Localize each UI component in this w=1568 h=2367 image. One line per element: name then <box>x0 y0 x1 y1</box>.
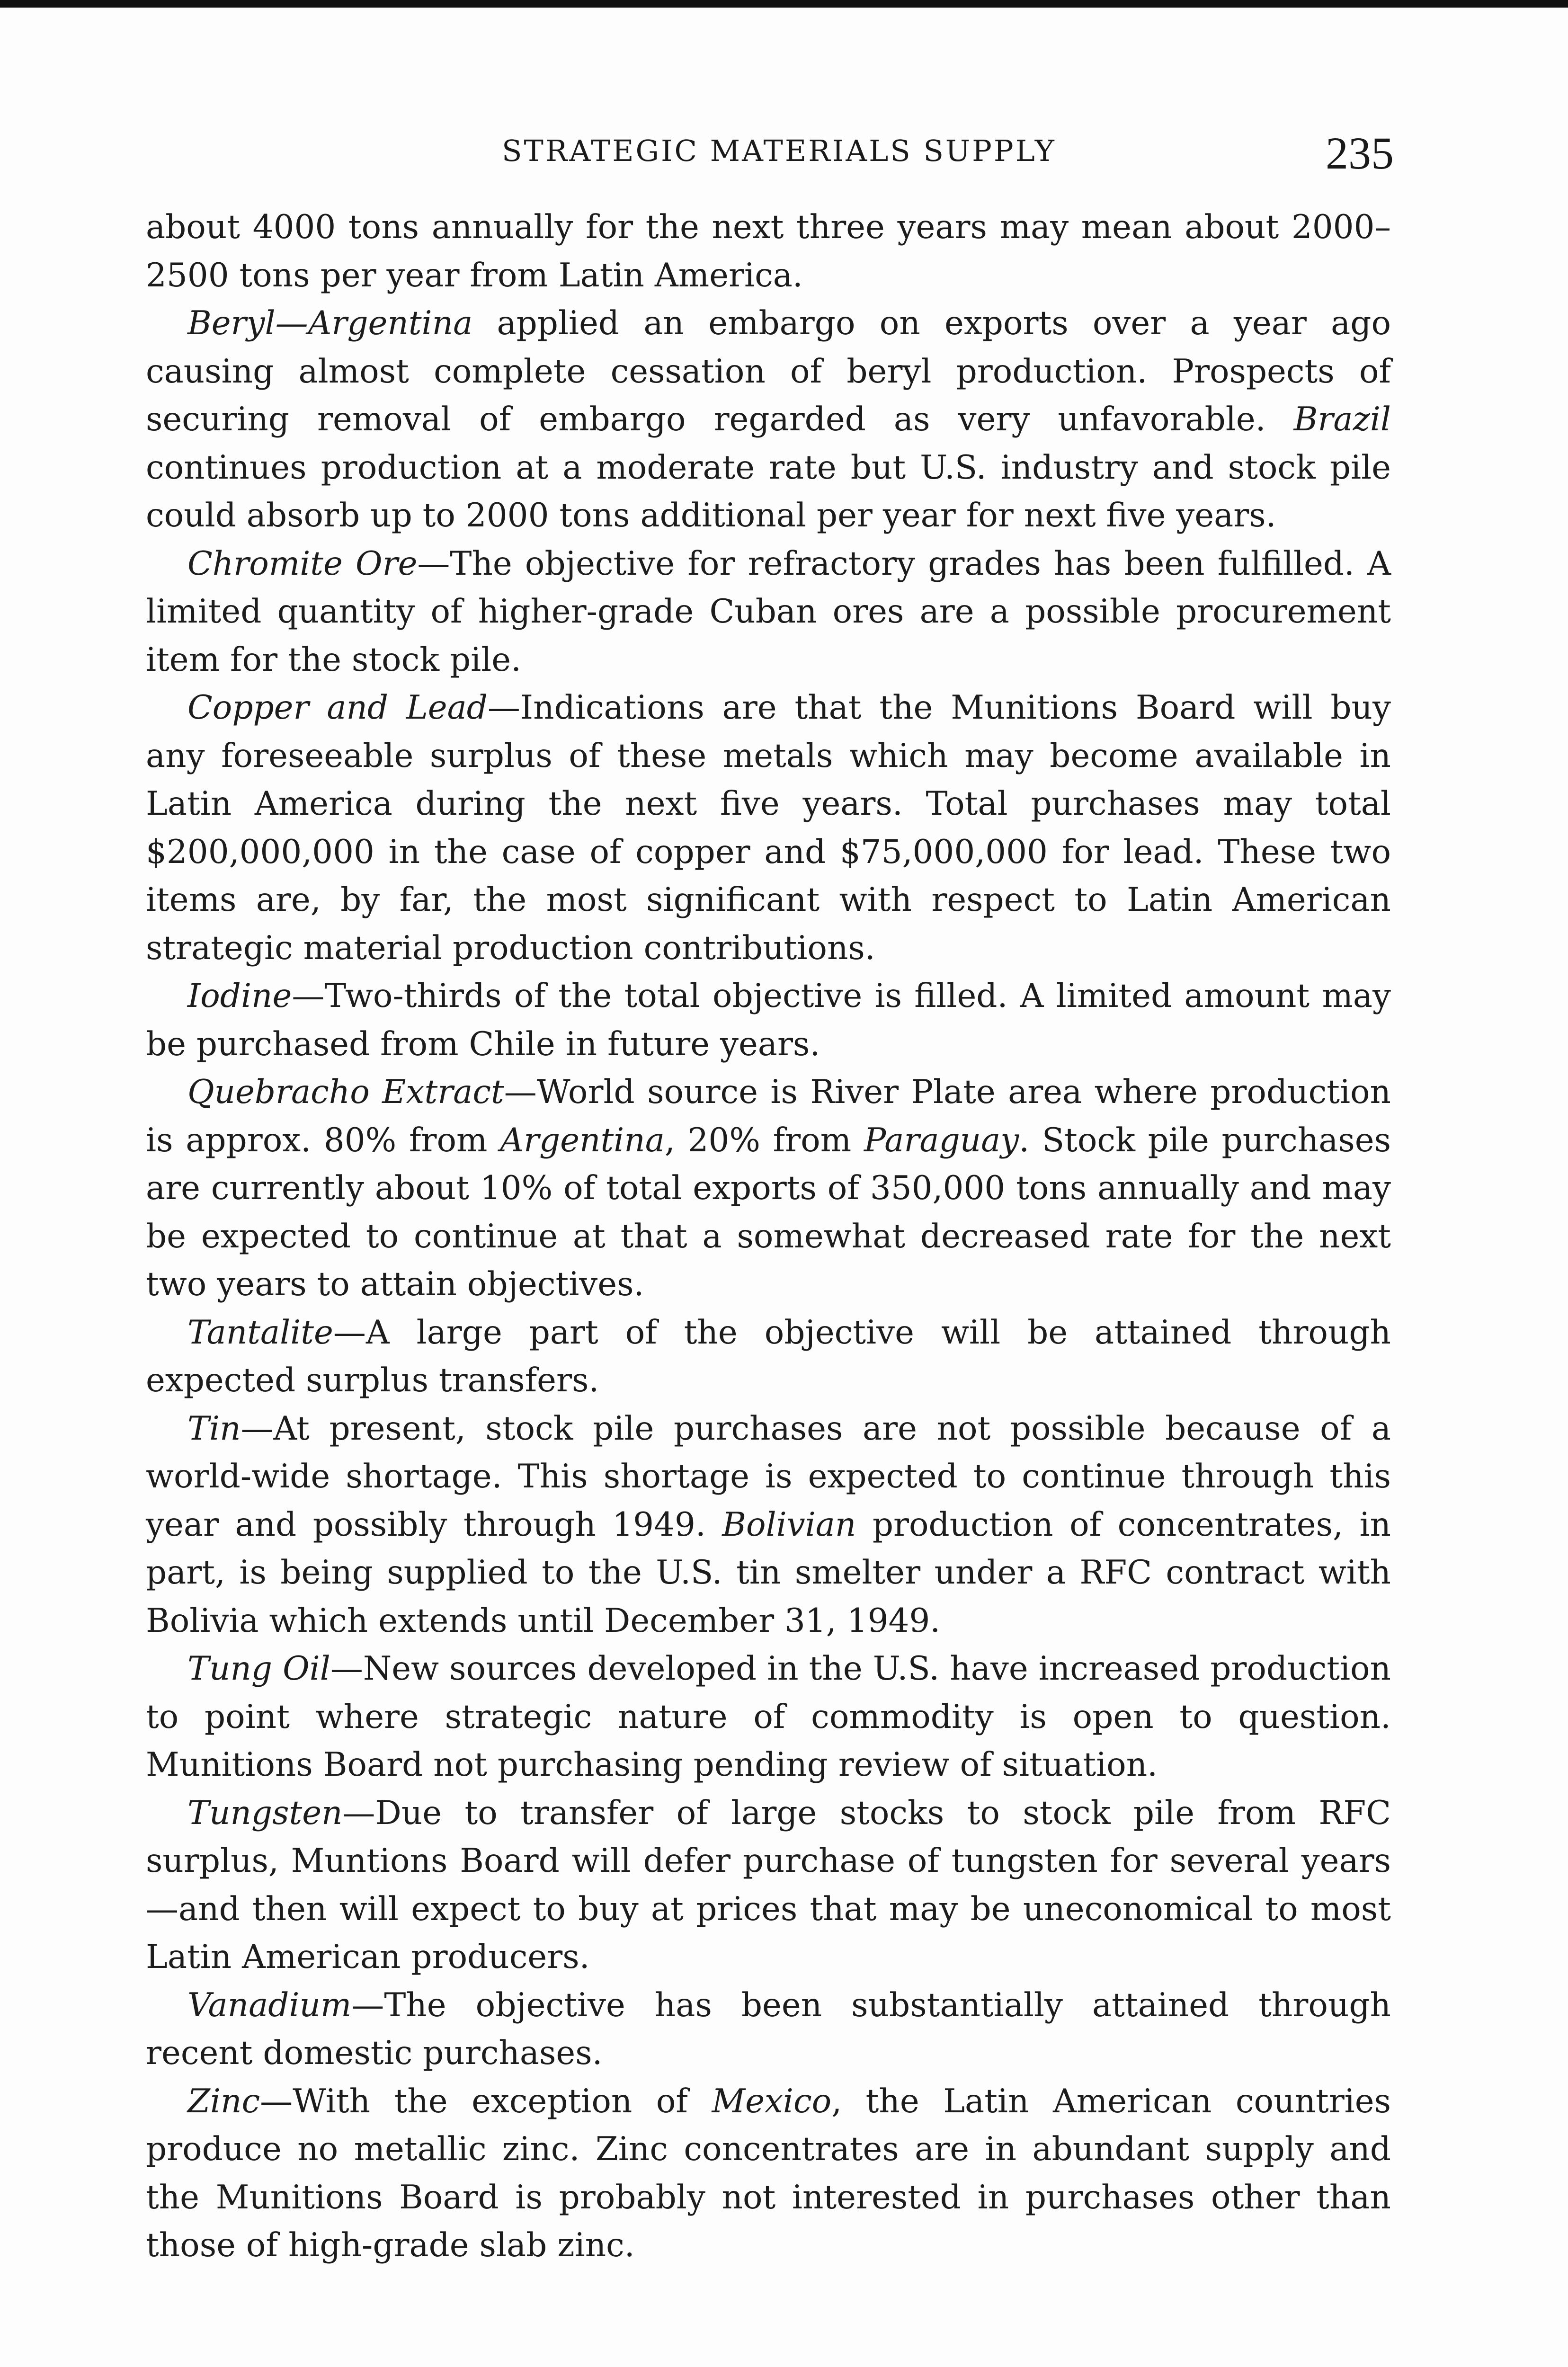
entry-tungsten <box>146 1789 1391 1982</box>
country-name: Brazil <box>1293 400 1391 438</box>
entry-term: Chromite Ore <box>187 544 418 583</box>
entry-term: Zinc <box>187 2082 260 2120</box>
entry-text: —At present, stock pile purchases are not possible because of a world-wide shortage. This shortage is expected to continue through this year and possibly through 1949. <box>146 1409 1391 1544</box>
entry-term: Iodine <box>187 977 292 1015</box>
entry-zinc <box>146 2078 1391 2270</box>
entry-text: —Indications are that the Munitions Board will buy any foreseeable surplus of these metals which may become available in Latin America during the next five years. Total purchases may total $200,000,000 in the case of copper and $75,000,000 for lead. These two items are, by far, the most significant with respect to Latin American strategic material production contributions. <box>146 689 1391 967</box>
continuation-paragraph: about 4000 tons annually for the next three years may mean about 2000–2500 tons per year from Latin America. <box>146 208 1391 294</box>
country-name: Argentina <box>500 1121 665 1159</box>
entry-text: production of concentrates, in part, is being supplied to the U.S. tin smelter under a RFC contract with Bolivia which extends until December 31, 1949. <box>146 1505 1391 1640</box>
entry-term: Tantalite <box>187 1313 333 1352</box>
entry-term: Vanadium <box>187 1986 352 2024</box>
entry-text: . Stock pile purchases are currently about 10% of total exports of 350,000 tons annually and may be expected to continue at that a somewhat decreased rate for the next two years to attain objectives. <box>146 1121 1391 1303</box>
entry-copper-and-lead <box>146 684 1391 972</box>
body-text <box>146 204 1391 2270</box>
entry-term: Copper and Lead <box>187 689 488 727</box>
entry-text: —The objective has been substantially attained through recent domestic purchases. <box>146 1986 1391 2072</box>
country-name: Bolivian <box>722 1505 856 1544</box>
entry-tantalite <box>146 1309 1391 1405</box>
country-name: Mexico <box>712 2082 832 2120</box>
entry-term: Quebracho Extract <box>187 1073 504 1111</box>
running-head <box>0 127 1568 179</box>
entry-tung-oil <box>146 1645 1391 1789</box>
entry-iodine <box>146 972 1391 1068</box>
entry-vanadium <box>146 1982 1391 2078</box>
entry-text: —World source is River Plate area where production is approx. 80% from <box>146 1073 1391 1159</box>
entry-text: —New sources developed in the U.S. have increased production to point where strategic nature of commodity is open to question. Munitions Board not purchasing pending review of situation. <box>146 1650 1391 1784</box>
entry-tin <box>146 1405 1391 1646</box>
entry-text: —With the exception of <box>260 2082 712 2120</box>
scan-top-edge <box>0 0 1568 8</box>
entry-term: Tungsten <box>187 1794 343 1832</box>
entry-text: , 20% from <box>664 1121 864 1159</box>
country-name: Paraguay <box>864 1121 1019 1159</box>
page-number: 235 <box>1326 128 1394 178</box>
entry-text: —A large part of the objective will be attained through expected surplus transfers. <box>146 1313 1391 1399</box>
entry-term: Tin <box>187 1409 241 1448</box>
entry-quebracho-extract <box>146 1068 1391 1309</box>
entry-beryl <box>146 300 1391 540</box>
entry-text: —Due to transfer of large stocks to stock pile from RFC surplus, Muntions Board will defer purchase of tungsten for several years—and then will expect to buy at prices that may be uneconomical to most Latin American producers. <box>146 1794 1391 1976</box>
entry-text: continues production at a moderate rate but U.S. industry and stock pile could absorb up to 2000 tons additional per year for next five years. <box>146 448 1391 534</box>
entry-text: —Two-thirds of the total objective is filled. A limited amount may be purchased from Chile in future years. <box>146 977 1391 1063</box>
running-title: STRATEGIC MATERIALS SUPPLY <box>502 133 1056 168</box>
entry-term: Tung Oil <box>187 1650 330 1688</box>
entry-text: , the Latin American countries produce no metallic zinc. Zinc concentrates are in abundant supply and the Munitions Board is probably not interested in purchases other than those of high-grade slab zinc. <box>146 2082 1391 2264</box>
entry-text: —The objective for refractory grades has been fulfilled. A limited quantity of higher-grade Cuban ores are a possible procurement item for the stock pile. <box>146 544 1391 679</box>
entry-chromite-ore <box>146 540 1391 685</box>
entry-term: Beryl—Argentina <box>187 304 473 342</box>
entry-text: applied an embargo on exports over a year ago causing almost complete cessation of beryl production. Prospects of securing removal of embargo regarded as very unfavorable. <box>146 304 1391 438</box>
